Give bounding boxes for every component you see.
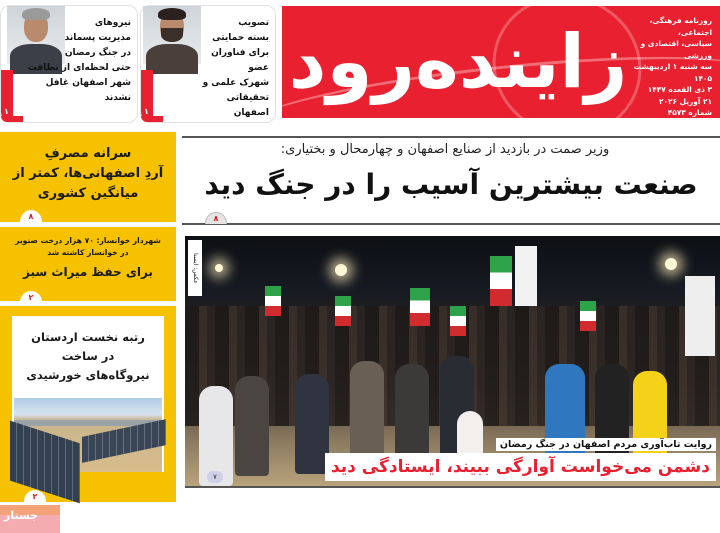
story-poplar-trees[interactable] <box>0 227 176 301</box>
divider <box>182 223 720 225</box>
subheadline-line: در خوانسار کاشته شد <box>47 248 129 257</box>
headline-line: در ساخت <box>61 349 115 363</box>
story-flour-consumption[interactable] <box>0 132 176 222</box>
red-accent-base <box>1 116 23 122</box>
teaser-support-package[interactable] <box>140 5 276 123</box>
teaser-line: شهرک علمی و تحقیقاتی <box>202 78 269 103</box>
subheadline-line: شهردار خوانسار: ۷۰ هزار درخت صنوبر <box>15 236 161 245</box>
story-solar-plants[interactable] <box>0 306 176 502</box>
white-flag <box>515 246 537 306</box>
teaser-line: بسته حمایتی <box>212 33 269 43</box>
teaser-line: حتی لحظه‌ای از نظافت <box>27 63 131 73</box>
issue-number: شماره ۴۵۷۳ <box>667 108 712 117</box>
sidebar <box>0 132 176 502</box>
photo-caption-headline[interactable]: دشمن می‌خواست آوارگی ببیند، ایستادگی دید <box>325 453 716 481</box>
main-headline[interactable]: صنعت بیشترین آسیب را در جنگ دید <box>204 168 698 201</box>
teaser-line: شهر اصفهان غافل نشدند <box>45 78 131 103</box>
newspaper-logo[interactable]: زاینده‌رود <box>288 19 628 105</box>
page-number-badge: ۸ <box>20 210 42 234</box>
page-number: ۱ <box>4 107 9 116</box>
page-number-badge: ۲ <box>20 291 42 313</box>
teaser-line: اصفهان <box>233 108 269 118</box>
issue-date-gregorian: ۲۱ آوریل ۲۰۲۶ <box>659 96 712 106</box>
street-light <box>215 264 223 272</box>
iran-flag <box>450 306 466 336</box>
teaser-line: نیروهای <box>94 18 131 28</box>
story-headline <box>12 328 164 385</box>
issue-date-hijri: ۳ ذی القعده ۱۴۴۷ <box>647 85 712 94</box>
page-number-badge: ۷ <box>207 471 223 483</box>
issue-date-persian: سه شنبه ۱ اردیبهشت ۱۴۰۵ <box>633 62 712 83</box>
page-number-badge: ۲ <box>24 490 46 512</box>
headline-line: سرانه مصرفِ <box>44 146 132 161</box>
teaser-line: مدیریت پسماند <box>64 33 131 43</box>
main-kicker: وزیر صمت در بازدید از صنایع اصفهان و چهارمحال و بختیاری: <box>280 142 610 157</box>
teaser-waste-management[interactable] <box>0 5 138 123</box>
main-photo-rally[interactable] <box>185 236 720 488</box>
page-number-badge: ۸ <box>205 212 227 224</box>
teaser-line: تصویب <box>238 18 269 28</box>
divider <box>182 136 720 138</box>
story-headline <box>0 144 176 204</box>
page-count: ۸ صفحه <box>682 119 712 129</box>
solar-farm-photo <box>14 398 162 472</box>
iran-flag <box>490 256 512 306</box>
red-accent-base <box>141 116 163 122</box>
person <box>395 364 429 464</box>
photo-credit: عکس: ایسنا <box>188 240 202 296</box>
story-headline: برای حفظ میراث سبز <box>23 265 153 279</box>
headline-line: میانگین کشوری <box>37 186 139 201</box>
price: قیمت: ۴۰۰۰۰ ریال <box>644 142 712 152</box>
issue-info <box>630 15 712 153</box>
street-light <box>665 258 677 270</box>
jostar-section-tag[interactable] <box>0 505 60 533</box>
teaser-text <box>191 16 269 121</box>
headline-line: آردِ اصفهانی‌ها، کمتر از <box>12 166 164 181</box>
headline-line: نیروگاه‌های خورشیدی <box>26 368 150 382</box>
iran-flag <box>580 301 596 331</box>
issue-info-line: سیاسی، اقتصادی و ورزشی <box>640 39 712 60</box>
iran-flag <box>335 296 351 326</box>
story-subheadline <box>0 235 176 259</box>
person <box>295 374 329 474</box>
issue-info-line: روزنامه فرهنگی، اجتماعی، <box>649 16 712 37</box>
person <box>350 361 384 461</box>
headline-line: رتبه نخست اردستان <box>31 330 145 344</box>
person <box>235 376 269 476</box>
street-light <box>335 264 347 276</box>
story-card <box>12 316 164 472</box>
teaser-line: در جنگ رمضان <box>64 48 131 58</box>
iran-flag <box>265 286 281 316</box>
jostar-label: جستار <box>4 509 39 522</box>
photo-subtitle: روایت تاب‌آوری مردم اصفهان در جنگ رمضان <box>496 438 716 451</box>
iran-flag <box>410 288 430 326</box>
banner <box>685 276 715 356</box>
page-number: ۱ <box>144 107 149 116</box>
teaser-line: برای فناوران عضو <box>211 48 269 73</box>
teaser-text <box>21 16 131 106</box>
